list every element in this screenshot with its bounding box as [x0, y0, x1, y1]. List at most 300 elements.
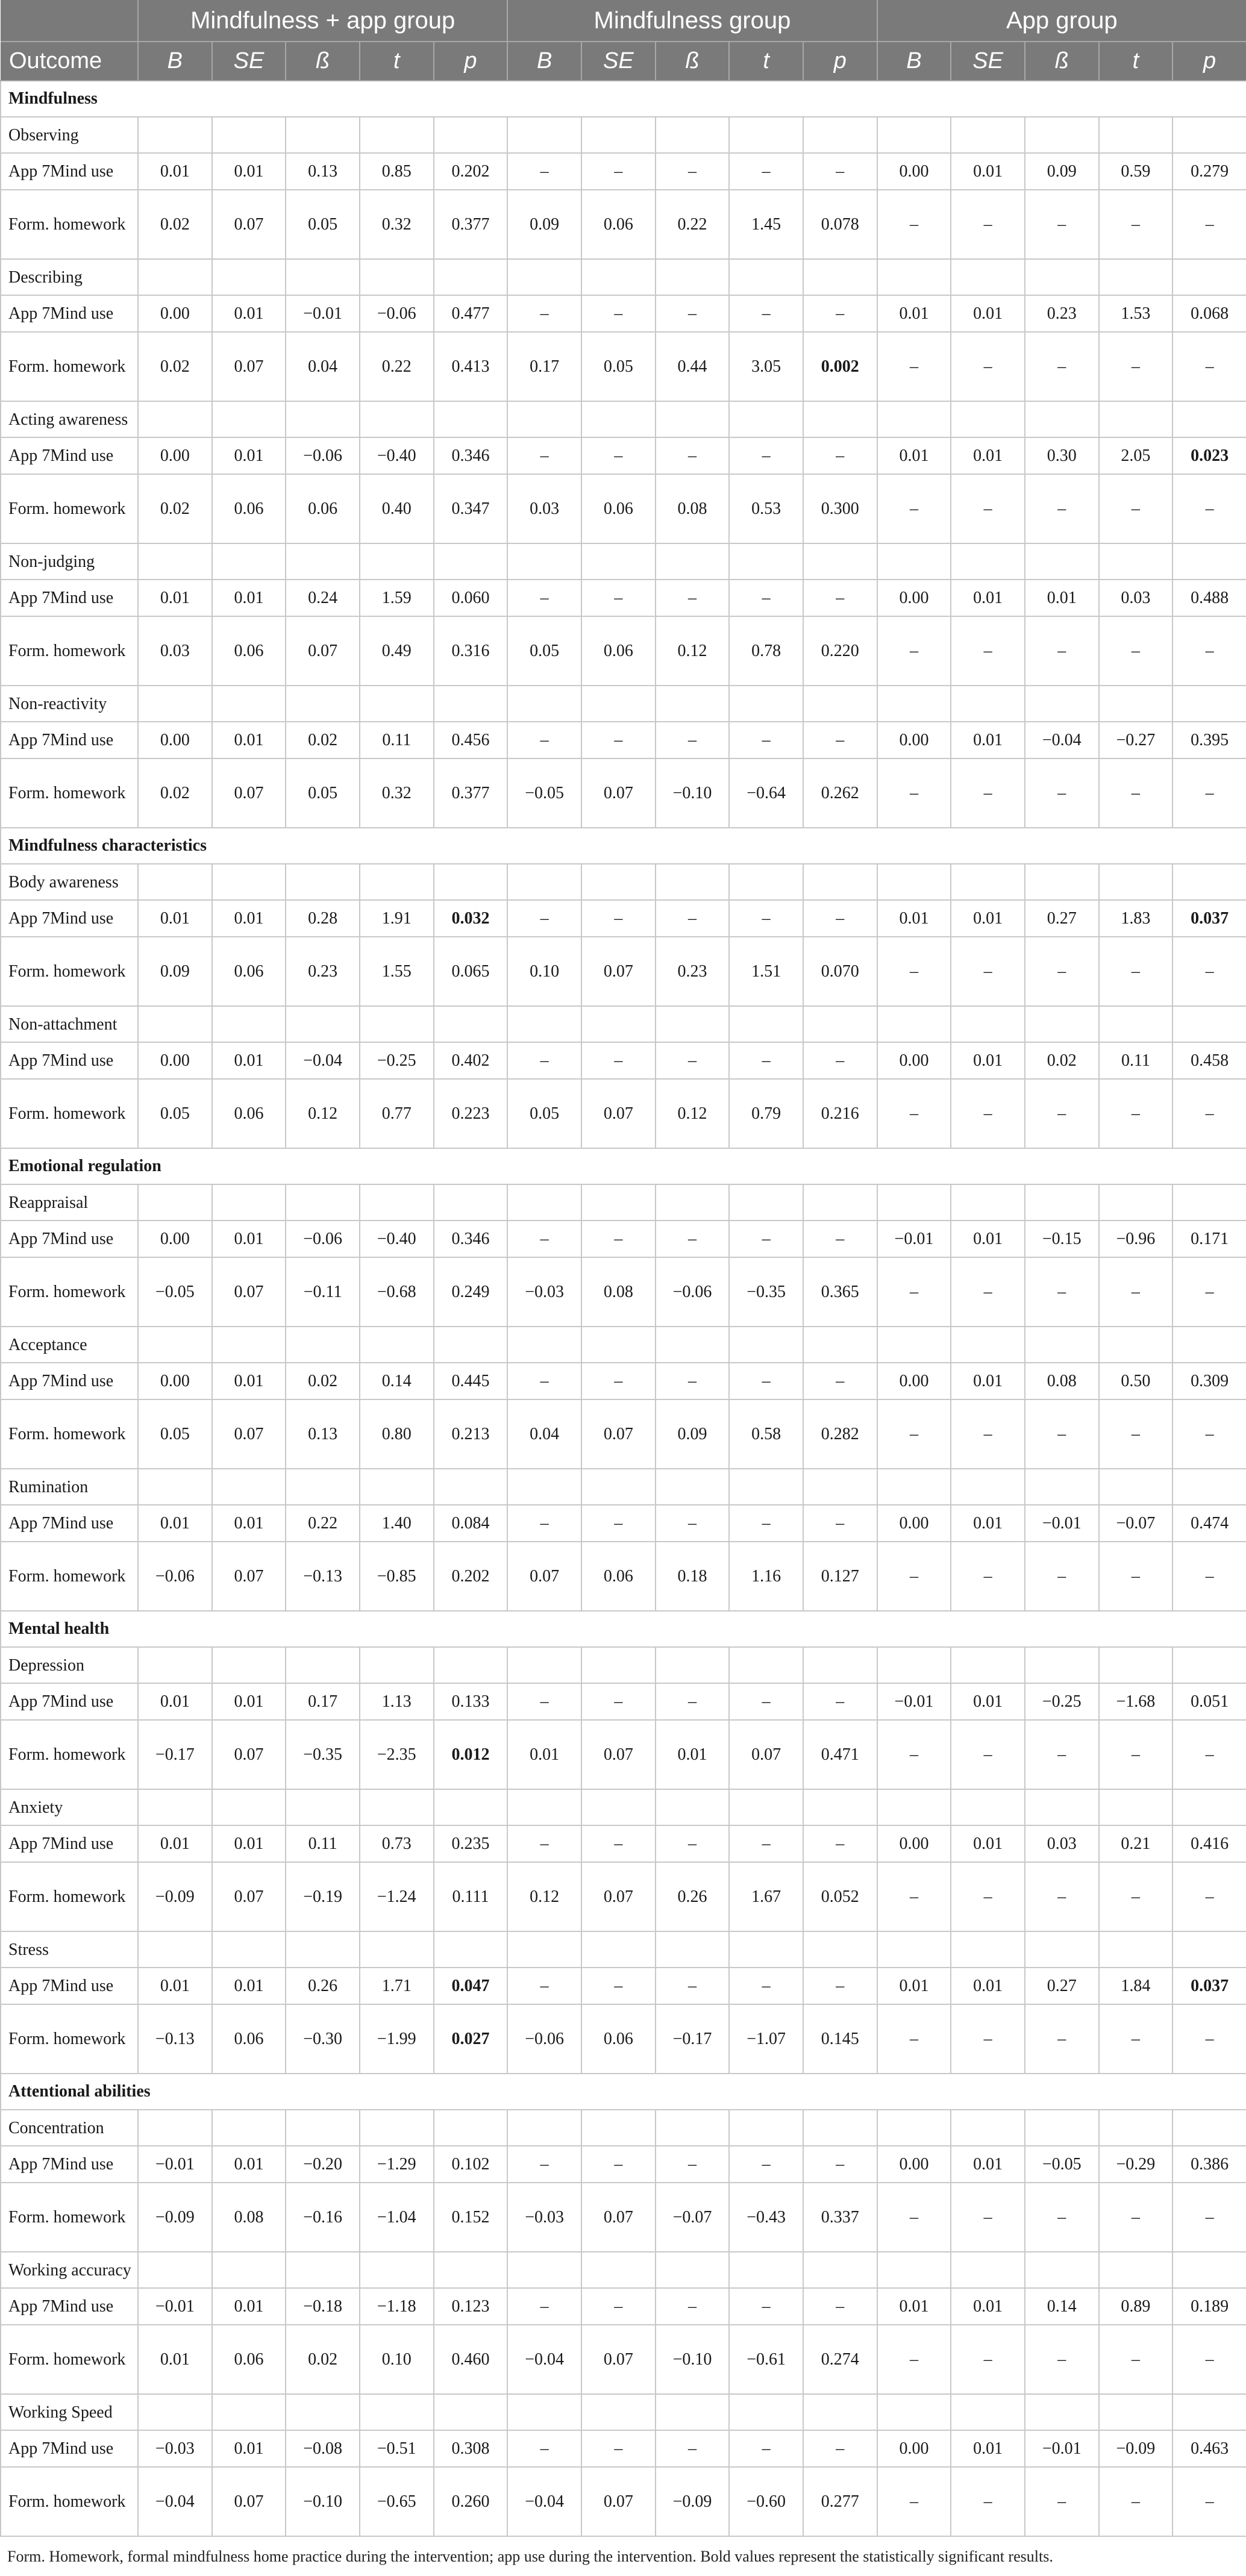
row-label: Form. homework	[1, 1257, 138, 1327]
table-row	[1, 1257, 1246, 1327]
empty-cell	[729, 686, 803, 722]
value-cell: −0.25	[360, 1042, 434, 1079]
empty-cell	[212, 2394, 286, 2430]
empty-cell	[656, 543, 730, 580]
empty-cell	[1172, 117, 1246, 153]
value-cell: −0.25	[1025, 1683, 1099, 1720]
value-cell: 0.73	[360, 1825, 434, 1862]
section-row	[1, 828, 1246, 864]
empty-cell	[212, 1006, 286, 1042]
table-row	[1, 1079, 1246, 1148]
value-cell: –	[803, 1042, 877, 1079]
empty-cell	[581, 117, 656, 153]
value-cell: 0.00	[138, 722, 212, 758]
value-cell: –	[729, 2288, 803, 2325]
value-cell: −0.06	[138, 1542, 212, 1611]
value-cell: −0.06	[656, 1257, 730, 1327]
empty-cell	[507, 1469, 581, 1505]
row-label: Form. homework	[1, 1079, 138, 1148]
value-cell: 0.01	[138, 153, 212, 190]
value-cell: –	[729, 900, 803, 937]
empty-cell	[434, 401, 508, 437]
value-cell: 0.377	[434, 758, 508, 828]
value-cell: –	[877, 758, 951, 828]
value-cell: −0.15	[1025, 1221, 1099, 1257]
value-cell: 0.00	[138, 295, 212, 332]
table-row	[1, 2146, 1246, 2183]
empty-cell	[803, 1469, 877, 1505]
empty-cell	[360, 2252, 434, 2288]
value-cell: –	[877, 190, 951, 259]
value-cell: –	[951, 474, 1025, 543]
empty-cell	[434, 1006, 508, 1042]
value-cell: 0.27	[1025, 1968, 1099, 2004]
value-cell: 0.260	[434, 2467, 508, 2536]
value-cell: 0.078	[803, 190, 877, 259]
value-cell: 0.01	[951, 1221, 1025, 1257]
value-cell: 0.01	[212, 900, 286, 937]
value-cell: 0.127	[803, 1542, 877, 1611]
value-cell: 0.460	[434, 2325, 508, 2394]
value-cell: 0.01	[951, 2146, 1025, 2183]
value-cell: –	[1172, 1862, 1246, 1931]
value-cell: –	[1025, 758, 1099, 828]
value-cell: 0.04	[507, 1399, 581, 1469]
row-label: App 7Mind use	[1, 722, 138, 758]
value-cell: –	[1025, 1862, 1099, 1931]
empty-cell	[1172, 1469, 1246, 1505]
value-cell: 0.171	[1172, 1221, 1246, 1257]
empty-cell	[138, 1327, 212, 1363]
value-cell: 1.45	[729, 190, 803, 259]
empty-cell	[951, 2394, 1025, 2430]
empty-cell	[877, 2394, 951, 2430]
value-cell: 0.051	[1172, 1683, 1246, 1720]
value-cell: 0.89	[1099, 2288, 1173, 2325]
row-label: Form. homework	[1, 758, 138, 828]
empty-cell	[656, 686, 730, 722]
value-cell: 0.01	[877, 900, 951, 937]
outcome-subheading-row	[1, 1184, 1246, 1221]
outcome-subheading-row	[1, 401, 1246, 437]
value-cell: 0.471	[803, 1720, 877, 1789]
value-cell: –	[1099, 616, 1173, 686]
empty-cell	[1099, 1006, 1173, 1042]
value-cell: –	[1099, 2467, 1173, 2536]
value-cell: –	[1025, 474, 1099, 543]
empty-cell	[951, 259, 1025, 295]
value-cell: 0.08	[212, 2183, 286, 2252]
empty-cell	[877, 1647, 951, 1683]
value-cell: 1.16	[729, 1542, 803, 1611]
stat-header-cell: ß	[1025, 42, 1099, 81]
value-cell: –	[581, 1042, 656, 1079]
value-cell: –	[1172, 616, 1246, 686]
outcome-name: Acceptance	[1, 1327, 138, 1363]
table-row	[1, 1683, 1246, 1720]
value-cell: –	[1172, 758, 1246, 828]
value-cell: 0.01	[212, 437, 286, 474]
value-cell: –	[951, 1257, 1025, 1327]
empty-cell	[729, 864, 803, 900]
value-cell: –	[803, 1968, 877, 2004]
value-cell: 0.00	[877, 1363, 951, 1399]
empty-cell	[656, 1327, 730, 1363]
stat-header-cell: SE	[581, 42, 656, 81]
value-cell: –	[581, 2146, 656, 2183]
value-cell: 0.02	[138, 332, 212, 401]
empty-cell	[507, 2394, 581, 2430]
table-row	[1, 437, 1246, 474]
empty-cell	[507, 864, 581, 900]
empty-cell	[286, 1789, 360, 1825]
empty-cell	[877, 1789, 951, 1825]
value-cell: 0.07	[581, 2183, 656, 2252]
value-cell: 0.27	[1025, 900, 1099, 937]
value-cell: 0.07	[212, 1257, 286, 1327]
row-label: Form. homework	[1, 1399, 138, 1469]
empty-cell	[877, 1327, 951, 1363]
empty-cell	[1172, 2110, 1246, 2146]
outcome-name: Rumination	[1, 1469, 138, 1505]
row-label: App 7Mind use	[1, 1221, 138, 1257]
value-cell: 0.14	[360, 1363, 434, 1399]
value-cell: 0.065	[434, 937, 508, 1006]
empty-cell	[877, 864, 951, 900]
table-row	[1, 900, 1246, 937]
empty-cell	[434, 864, 508, 900]
empty-cell	[286, 543, 360, 580]
value-cell: –	[581, 1505, 656, 1542]
value-cell: –	[1025, 2183, 1099, 2252]
value-cell: 0.01	[212, 153, 286, 190]
value-cell: –	[581, 437, 656, 474]
table-row	[1, 1720, 1246, 1789]
value-cell: 0.07	[212, 758, 286, 828]
value-cell: −0.01	[138, 2288, 212, 2325]
row-label: Form. homework	[1, 2467, 138, 2536]
value-cell: –	[1099, 758, 1173, 828]
value-cell: 0.01	[951, 295, 1025, 332]
value-cell: –	[507, 900, 581, 937]
value-cell: 0.08	[581, 1257, 656, 1327]
value-cell: –	[656, 1825, 730, 1862]
empty-cell	[212, 1184, 286, 1221]
value-cell: 0.223	[434, 1079, 508, 1148]
empty-cell	[212, 686, 286, 722]
value-cell: 0.09	[138, 937, 212, 1006]
value-cell: −0.07	[656, 2183, 730, 2252]
value-cell: –	[803, 437, 877, 474]
empty-cell	[877, 1469, 951, 1505]
value-cell: –	[507, 2146, 581, 2183]
value-cell: −0.68	[360, 1257, 434, 1327]
value-cell: 0.01	[877, 1968, 951, 2004]
value-cell: –	[877, 474, 951, 543]
empty-cell	[286, 864, 360, 900]
table-row	[1, 722, 1246, 758]
empty-cell	[286, 401, 360, 437]
empty-cell	[138, 1931, 212, 1968]
value-cell: −0.01	[138, 2146, 212, 2183]
value-cell: 0.037	[1172, 900, 1246, 937]
value-cell: –	[951, 1862, 1025, 1931]
table-row	[1, 295, 1246, 332]
value-cell: 0.133	[434, 1683, 508, 1720]
row-label: App 7Mind use	[1, 1505, 138, 1542]
outcome-subheading-row	[1, 1789, 1246, 1825]
value-cell: 0.49	[360, 616, 434, 686]
value-cell: –	[951, 937, 1025, 1006]
empty-cell	[138, 1789, 212, 1825]
value-cell: 0.00	[138, 1363, 212, 1399]
value-cell: –	[803, 722, 877, 758]
value-cell: 0.08	[656, 474, 730, 543]
stat-header-cell: SE	[951, 42, 1025, 81]
empty-cell	[1025, 259, 1099, 295]
table-row	[1, 2325, 1246, 2394]
value-cell: –	[507, 437, 581, 474]
value-cell: –	[1025, 2467, 1099, 2536]
value-cell: –	[803, 1683, 877, 1720]
value-cell: 0.44	[656, 332, 730, 401]
value-cell: 1.55	[360, 937, 434, 1006]
empty-cell	[360, 1469, 434, 1505]
value-cell: –	[1172, 1257, 1246, 1327]
row-label: App 7Mind use	[1, 153, 138, 190]
value-cell: 0.06	[212, 2325, 286, 2394]
value-cell: −0.51	[360, 2430, 434, 2467]
value-cell: –	[951, 758, 1025, 828]
value-cell: −0.13	[286, 1542, 360, 1611]
value-cell: 0.01	[212, 295, 286, 332]
value-cell: –	[729, 1363, 803, 1399]
table-row	[1, 2288, 1246, 2325]
stat-header-cell: B	[877, 42, 951, 81]
empty-cell	[877, 1931, 951, 1968]
value-cell: –	[1025, 332, 1099, 401]
empty-cell	[507, 1789, 581, 1825]
empty-cell	[656, 2110, 730, 2146]
empty-cell	[581, 259, 656, 295]
value-cell: –	[951, 1720, 1025, 1789]
section-title: Attentional abilities	[1, 2074, 1246, 2110]
value-cell: –	[729, 1683, 803, 1720]
value-cell: –	[1099, 332, 1173, 401]
empty-cell	[729, 1184, 803, 1221]
empty-cell	[656, 1931, 730, 1968]
value-cell: 0.05	[138, 1399, 212, 1469]
stat-header-cell: B	[507, 42, 581, 81]
table-row	[1, 758, 1246, 828]
value-cell: –	[877, 1079, 951, 1148]
value-cell: −0.04	[138, 2467, 212, 2536]
empty-cell	[951, 2110, 1025, 2146]
value-cell: 0.347	[434, 474, 508, 543]
empty-cell	[360, 2394, 434, 2430]
value-cell: −0.04	[286, 1042, 360, 1079]
empty-cell	[286, 117, 360, 153]
value-cell: 0.01	[212, 1363, 286, 1399]
value-cell: 0.416	[1172, 1825, 1246, 1862]
empty-cell	[1172, 1789, 1246, 1825]
value-cell: 0.07	[729, 1720, 803, 1789]
value-cell: –	[1172, 1720, 1246, 1789]
value-cell: –	[656, 2146, 730, 2183]
value-cell: 0.474	[1172, 1505, 1246, 1542]
value-cell: −0.01	[877, 1683, 951, 1720]
value-cell: 0.337	[803, 2183, 877, 2252]
value-cell: –	[1172, 2467, 1246, 2536]
empty-cell	[360, 1184, 434, 1221]
empty-cell	[581, 1327, 656, 1363]
empty-cell	[1099, 1789, 1173, 1825]
value-cell: –	[729, 2430, 803, 2467]
empty-cell	[286, 2394, 360, 2430]
value-cell: 3.05	[729, 332, 803, 401]
empty-cell	[286, 1931, 360, 1968]
section-row	[1, 81, 1246, 117]
value-cell: 0.037	[1172, 1968, 1246, 2004]
value-cell: 0.06	[212, 2004, 286, 2074]
row-label: App 7Mind use	[1, 1825, 138, 1862]
value-cell: –	[951, 2325, 1025, 2394]
value-cell: 0.274	[803, 2325, 877, 2394]
value-cell: 0.346	[434, 437, 508, 474]
empty-cell	[729, 117, 803, 153]
section-row	[1, 1611, 1246, 1647]
value-cell: 0.03	[507, 474, 581, 543]
value-cell: 0.01	[951, 2288, 1025, 2325]
empty-cell	[877, 117, 951, 153]
value-cell: 0.77	[360, 1079, 434, 1148]
section-title: Emotional regulation	[1, 1148, 1246, 1184]
row-label: App 7Mind use	[1, 437, 138, 474]
value-cell: –	[1099, 1257, 1173, 1327]
value-cell: 0.346	[434, 1221, 508, 1257]
empty-cell	[507, 259, 581, 295]
value-cell: –	[581, 2430, 656, 2467]
row-label: App 7Mind use	[1, 1968, 138, 2004]
value-cell: –	[507, 1221, 581, 1257]
value-cell: 0.00	[877, 1042, 951, 1079]
value-cell: –	[656, 153, 730, 190]
empty-cell	[1172, 1184, 1246, 1221]
outcome-subheading-row	[1, 1006, 1246, 1042]
empty-cell	[729, 2252, 803, 2288]
value-cell: 0.152	[434, 2183, 508, 2252]
empty-cell	[1099, 686, 1173, 722]
value-cell: –	[656, 722, 730, 758]
value-cell: 0.07	[212, 2467, 286, 2536]
value-cell: 0.26	[656, 1862, 730, 1931]
table-footnote: Form. Homework, formal mindfulness home practice during the intervention; app use during the intervention. Bold values represent the statistically significant results.	[7, 2548, 1053, 2565]
empty-cell	[1099, 1647, 1173, 1683]
empty-cell	[803, 1327, 877, 1363]
empty-cell	[1025, 1327, 1099, 1363]
value-cell: 0.01	[877, 437, 951, 474]
empty-cell	[656, 1469, 730, 1505]
empty-cell	[729, 1469, 803, 1505]
value-cell: –	[507, 153, 581, 190]
value-cell: –	[877, 1399, 951, 1469]
value-cell: −0.11	[286, 1257, 360, 1327]
section-title: Mindfulness characteristics	[1, 828, 1246, 864]
row-label: App 7Mind use	[1, 580, 138, 616]
value-cell: –	[581, 1683, 656, 1720]
empty-cell	[360, 1327, 434, 1363]
value-cell: –	[507, 722, 581, 758]
value-cell: 0.85	[360, 153, 434, 190]
empty-cell	[1099, 864, 1173, 900]
value-cell: 0.00	[877, 580, 951, 616]
empty-cell	[951, 864, 1025, 900]
value-cell: –	[951, 616, 1025, 686]
empty-cell	[581, 543, 656, 580]
empty-cell	[656, 401, 730, 437]
value-cell: –	[803, 1505, 877, 1542]
value-cell: 0.26	[286, 1968, 360, 2004]
empty-cell	[507, 1647, 581, 1683]
empty-cell	[1025, 401, 1099, 437]
value-cell: 0.05	[507, 616, 581, 686]
group-header-mindfulness: Mindfulness group	[507, 0, 877, 42]
stat-header-cell: t	[1099, 42, 1173, 81]
value-cell: 1.53	[1099, 295, 1173, 332]
value-cell: 0.01	[212, 722, 286, 758]
empty-cell	[212, 117, 286, 153]
value-cell: 0.06	[581, 1542, 656, 1611]
empty-cell	[1025, 1006, 1099, 1042]
value-cell: –	[951, 190, 1025, 259]
empty-cell	[507, 1006, 581, 1042]
table-row	[1, 2430, 1246, 2467]
value-cell: –	[729, 722, 803, 758]
empty-cell	[138, 2394, 212, 2430]
empty-cell	[434, 2252, 508, 2288]
value-cell: –	[1099, 1862, 1173, 1931]
value-cell: –	[1172, 332, 1246, 401]
empty-cell	[138, 543, 212, 580]
value-cell: –	[1025, 2325, 1099, 2394]
row-label: Form. homework	[1, 2004, 138, 2074]
value-cell: 0.03	[138, 616, 212, 686]
value-cell: –	[1099, 474, 1173, 543]
value-cell: –	[877, 1257, 951, 1327]
value-cell: –	[1099, 1720, 1173, 1789]
outcome-name: Working accuracy	[1, 2252, 138, 2288]
value-cell: –	[803, 2146, 877, 2183]
value-cell: −0.17	[138, 1720, 212, 1789]
value-cell: 0.10	[360, 2325, 434, 2394]
value-cell: 1.67	[729, 1862, 803, 1931]
value-cell: 0.58	[729, 1399, 803, 1469]
empty-cell	[877, 259, 951, 295]
empty-cell	[360, 1931, 434, 1968]
value-cell: 0.12	[507, 1862, 581, 1931]
empty-cell	[1172, 864, 1246, 900]
value-cell: –	[656, 1505, 730, 1542]
value-cell: −1.07	[729, 2004, 803, 2074]
value-cell: 0.06	[212, 474, 286, 543]
value-cell: −0.08	[286, 2430, 360, 2467]
value-cell: 0.06	[212, 1079, 286, 1148]
value-cell: –	[1099, 1542, 1173, 1611]
value-cell: 0.07	[581, 1862, 656, 1931]
empty-cell	[877, 2252, 951, 2288]
empty-cell	[507, 2252, 581, 2288]
value-cell: 0.01	[212, 580, 286, 616]
